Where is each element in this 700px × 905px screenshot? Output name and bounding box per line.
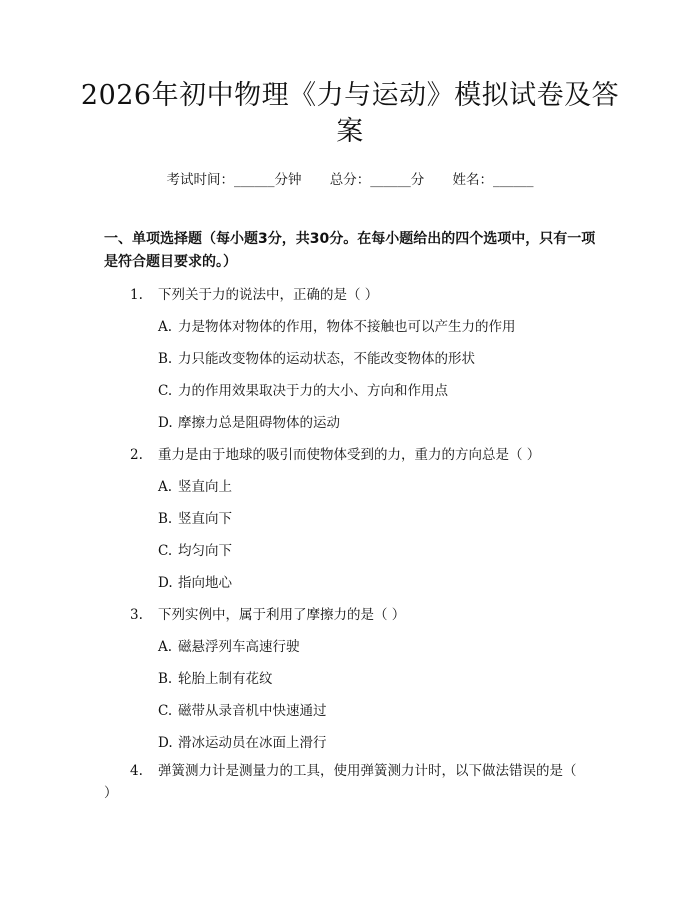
- option-text: 轮胎上制有花纹: [178, 671, 273, 687]
- option-letter: C.: [158, 543, 173, 559]
- question-2: [130, 443, 540, 463]
- option-text: 竖直向上: [178, 479, 232, 495]
- question-text: 下列关于力的说法中，正确的是（ ）: [158, 287, 379, 303]
- exam-time-field: 考试时间：______分钟: [166, 172, 302, 188]
- question-3-option-a: [158, 635, 300, 655]
- option-letter: D.: [158, 415, 173, 431]
- option-text: 力的作用效果取决于力的大小、方向和作用点: [178, 383, 448, 399]
- total-score-field: 总分：______分: [329, 172, 425, 188]
- question-2-option-d: [158, 571, 232, 591]
- option-letter: B.: [158, 351, 173, 367]
- option-text: 指向地心: [178, 575, 232, 591]
- option-letter: B.: [158, 511, 173, 527]
- question-number: 2.: [130, 447, 143, 463]
- option-text: 竖直向下: [178, 511, 232, 527]
- option-letter: A.: [158, 319, 173, 335]
- option-letter: D.: [158, 735, 173, 751]
- option-letter: C.: [158, 703, 173, 719]
- question-3: [130, 603, 405, 623]
- question-1: [130, 283, 378, 303]
- option-letter: A.: [158, 639, 173, 655]
- question-2-option-a: [158, 475, 232, 495]
- question-2-option-c: [158, 539, 232, 559]
- option-text: 力是物体对物体的作用，物体不接触也可以产生力的作用: [178, 319, 516, 335]
- question-text: 重力是由于地球的吸引而使物体受到的力，重力的方向总是（ ）: [158, 447, 541, 463]
- option-text: 力只能改变物体的运动状态，不能改变物体的形状: [178, 351, 475, 367]
- option-text: 磁带从录音机中快速通过: [178, 703, 327, 719]
- student-name-field: 姓名：______: [452, 172, 534, 188]
- question-4: [104, 760, 584, 804]
- option-text: 均匀向下: [178, 543, 232, 559]
- question-1-option-b: [158, 347, 475, 367]
- question-3-option-c: [158, 699, 327, 719]
- option-letter: D.: [158, 575, 173, 591]
- question-1-option-d: [158, 411, 340, 431]
- question-number: 3.: [130, 607, 143, 623]
- option-text: 滑冰运动员在冰面上滑行: [178, 735, 327, 751]
- exam-meta: [0, 168, 700, 188]
- section-heading: 一、单项选择题（每小题3分，共30分。在每小题给出的四个选项中，只有一项是符合题目要求的。）: [104, 231, 596, 270]
- question-1-option-c: [158, 379, 448, 399]
- option-letter: A.: [158, 479, 173, 495]
- question-1-option-a: [158, 315, 516, 335]
- question-2-option-b: [158, 507, 232, 527]
- question-text: 下列实例中，属于利用了摩擦力的是（ ）: [158, 607, 406, 623]
- question-text: 弹簧测力计是测量力的工具，使用弹簧测力计时，以下做法错误的是（ ）: [104, 763, 577, 801]
- page-title: 2026年初中物理《力与运动》模拟试卷及答案: [80, 80, 620, 147]
- option-letter: C.: [158, 383, 173, 399]
- question-3-option-b: [158, 667, 273, 687]
- question-number: 4.: [130, 763, 143, 779]
- question-3-option-d: [158, 731, 327, 751]
- option-letter: B.: [158, 671, 173, 687]
- option-text: 摩擦力总是阻碍物体的运动: [178, 415, 340, 431]
- question-number: 1.: [130, 287, 143, 303]
- option-text: 磁悬浮列车高速行驶: [178, 639, 300, 655]
